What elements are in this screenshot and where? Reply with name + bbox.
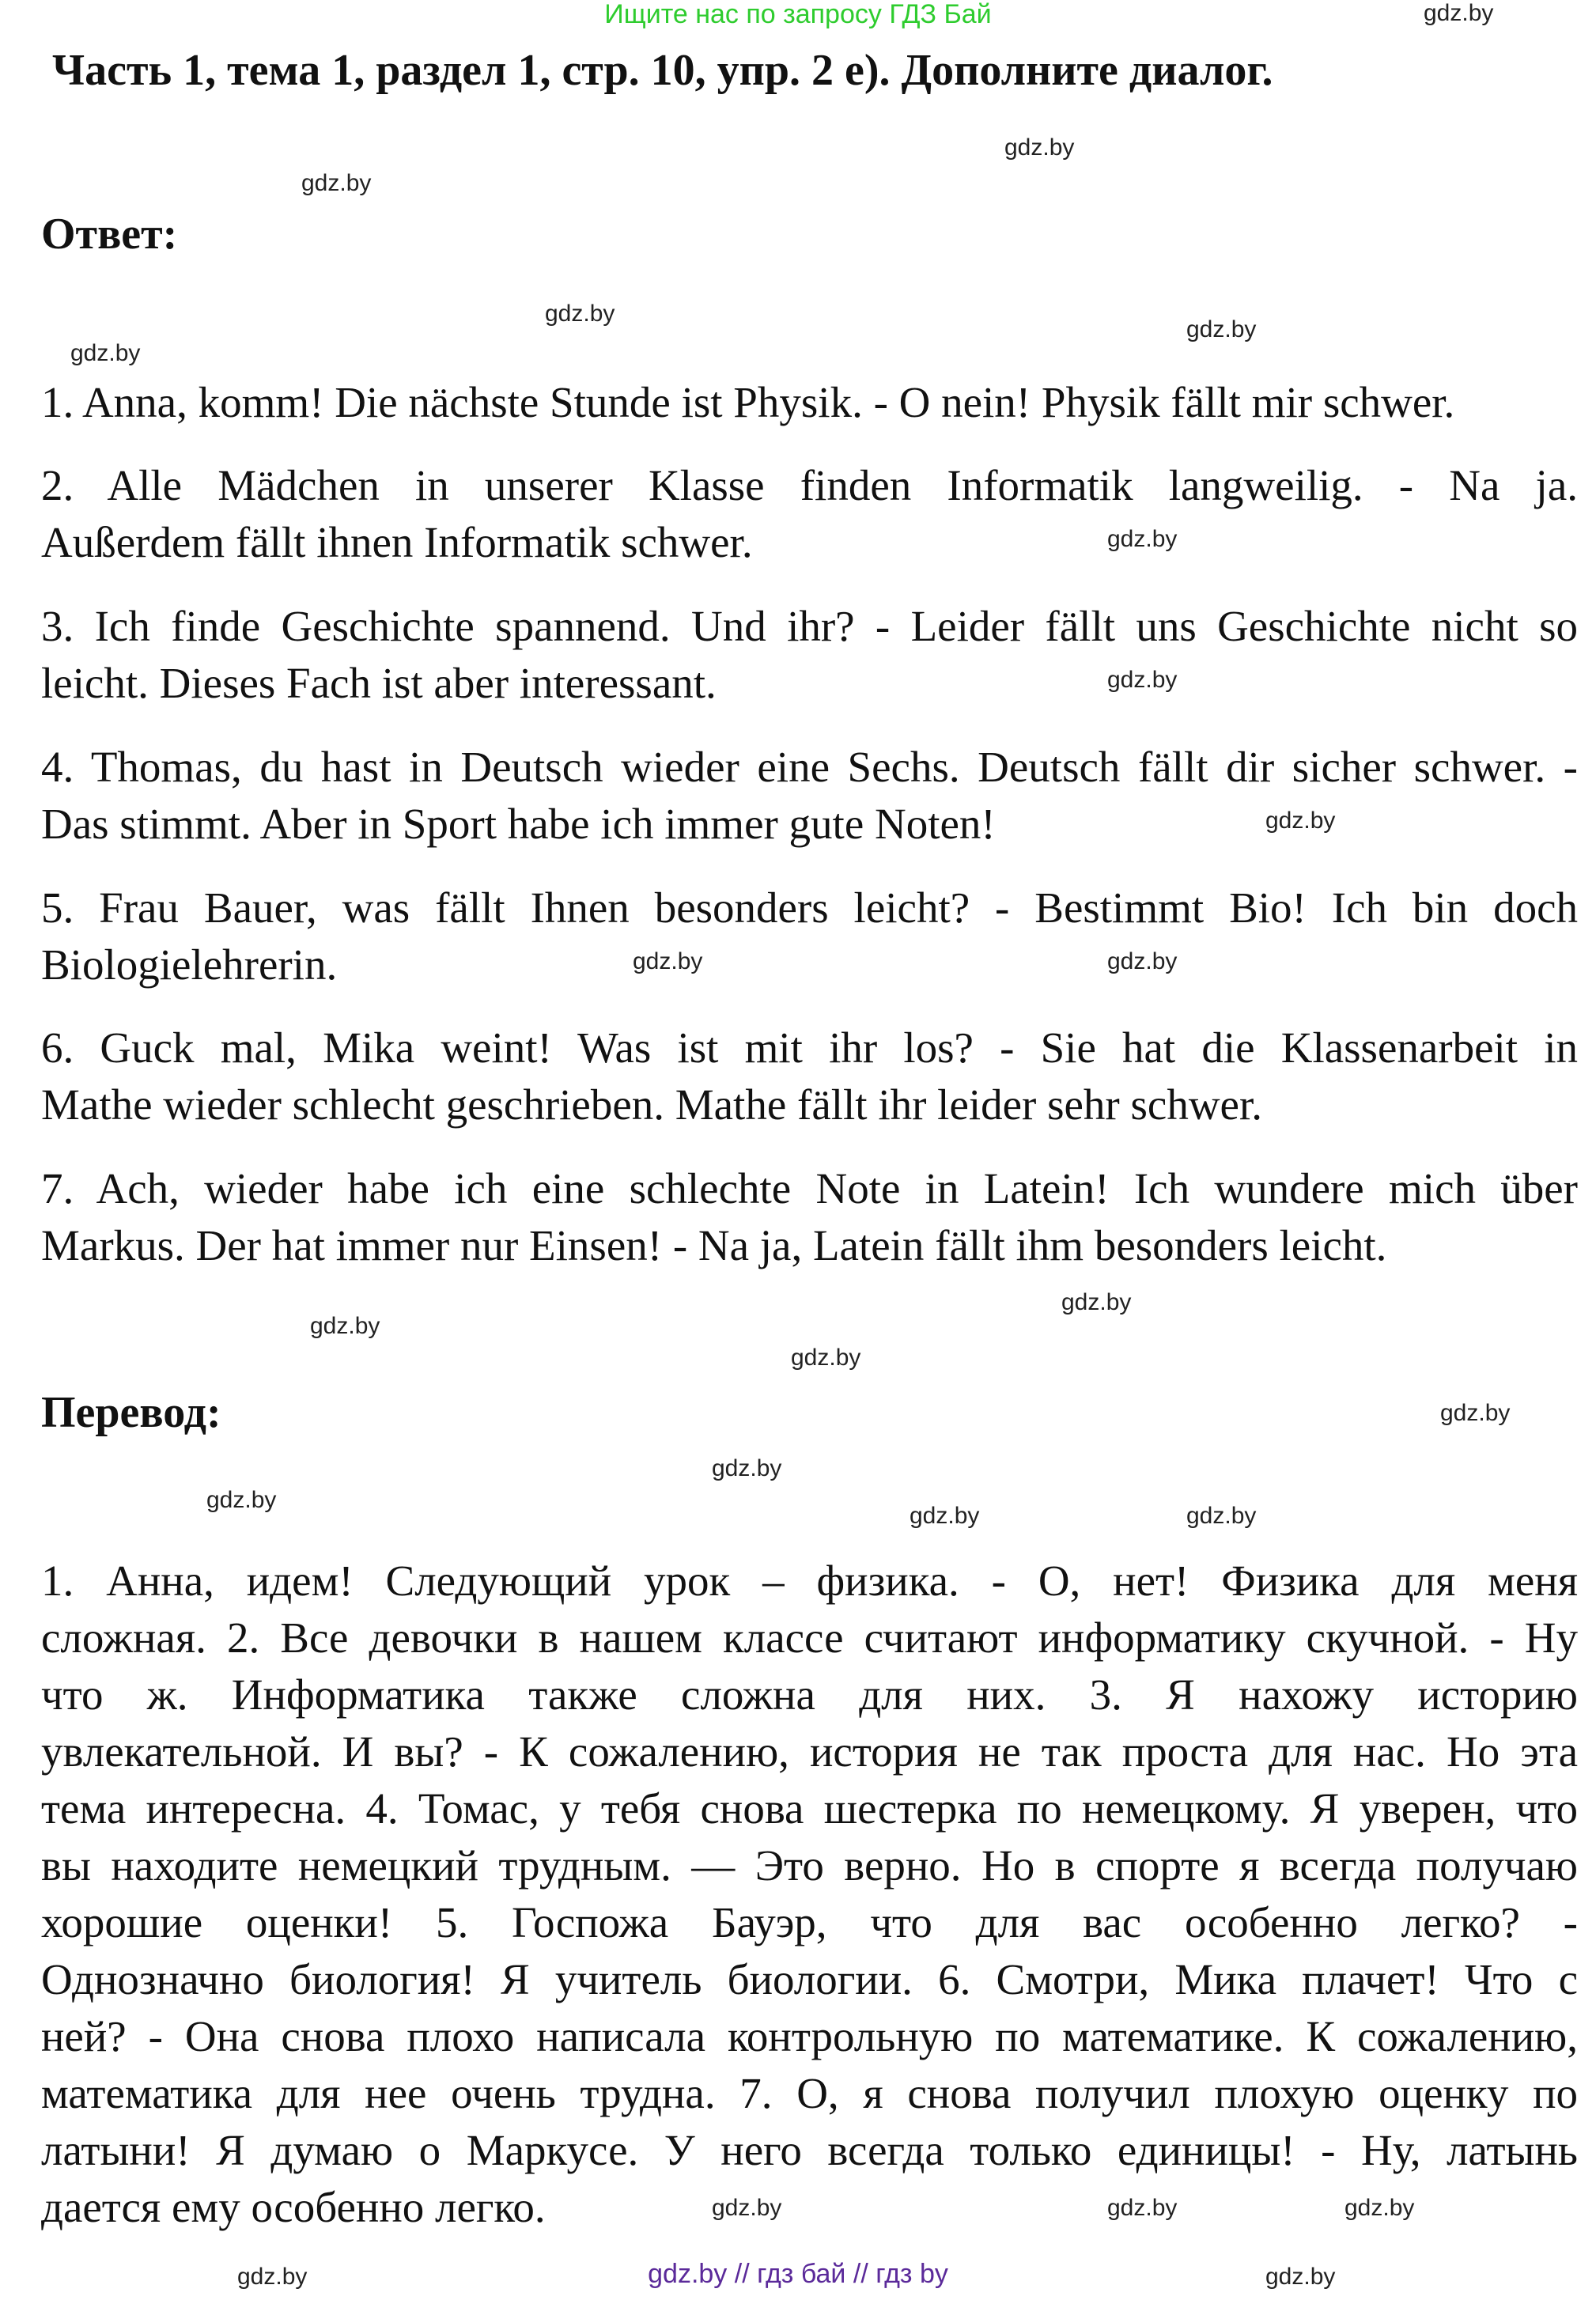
watermark-text: gdz.by xyxy=(1004,134,1075,161)
watermark-text: gdz.by xyxy=(1061,1289,1132,1315)
answer-line: Mathe wieder schlecht geschrieben. Mathe fällt ihr leider sehr schwer. xyxy=(41,1080,1262,1129)
answer-line: Das stimmt. Aber in Sport habe ich immer gute Noten! xyxy=(41,800,996,848)
watermark-text: gdz.by xyxy=(633,948,703,974)
watermark-text: gdz.by xyxy=(70,340,141,366)
watermark-text: gdz.by xyxy=(712,2195,782,2221)
bottom-banner: gdz.by // гдз бай // гдз by xyxy=(648,2259,948,2289)
watermark-text: gdz.by xyxy=(1440,1400,1511,1426)
watermark-text: gdz.by xyxy=(545,301,615,327)
top-banner: Ищите нас по запросу ГДЗ Бай xyxy=(604,0,992,29)
translation-line: математика для нее очень трудна. 7. О, я снова получил плохую оценку по xyxy=(41,2069,1578,2117)
watermark-text: gdz.by xyxy=(301,170,372,196)
translation-line: сложная. 2. Все девочки в нашем классе считают информатику скучной. - Ну xyxy=(41,1613,1578,1662)
page-title: Часть 1, тема 1, раздел 1, стр. 10, упр. 2 е). Дополните диалог. xyxy=(52,46,1273,95)
watermark-text: gdz.by xyxy=(206,1487,277,1513)
answer-line: 2. Alle Mädchen in unserer Klasse finden Informatik langweilig. - Na ja. xyxy=(41,461,1578,509)
translation-line: хорошие оценки! 5. Госпожа Бауэр, что для вас особенно легко? - xyxy=(41,1898,1578,1946)
answer-item xyxy=(41,598,1578,712)
answer-item xyxy=(41,739,1578,853)
answer-line: 1. Anna, komm! Die nächste Stunde ist Physik. - O nein! Physik fällt mir schwer. xyxy=(41,378,1455,426)
translation-line: латыни! Я думаю о Маркусе. У него всегда только единицы! - Ну, латынь xyxy=(41,2126,1578,2174)
translation-line: вы находите немецкий трудным. — Это верно. Но в спорте я всегда получаю xyxy=(41,1841,1578,1890)
translation-line: дается ему особенно легко. xyxy=(41,2183,546,2231)
answer-line: 4. Thomas, du hast in Deutsch wieder eine Sechs. Deutsch fällt dir sicher schwer. - xyxy=(41,743,1578,791)
watermark-text: gdz.by xyxy=(1107,526,1178,552)
answer-item xyxy=(41,1160,1578,1274)
watermark-text: gdz.by xyxy=(1107,667,1178,693)
answer-line: Biologielehrerin. xyxy=(41,940,338,989)
answer-line: leicht. Dieses Fach ist aber interessant. xyxy=(41,659,717,707)
watermark-text: gdz.by xyxy=(237,2264,308,2290)
watermark-text: gdz.by xyxy=(1186,1503,1257,1529)
answer-item xyxy=(41,457,1578,571)
translation-line: 1. Анна, идем! Следующий урок – физика. - О, нет! Физика для меня xyxy=(41,1557,1578,1605)
answer-item xyxy=(41,880,1578,993)
watermark-text: gdz.by xyxy=(791,1345,861,1371)
answer-heading: Ответ: xyxy=(41,210,178,259)
answer-line: Markus. Der hat immer nur Einsen! - Na ja, Latein fällt ihm besonders leicht. xyxy=(41,1221,1387,1269)
answer-line: 6. Guck mal, Mika weint! Was ist mit ihr los? - Sie hat die Klassenarbeit in xyxy=(41,1023,1578,1072)
watermark-text: gdz.by xyxy=(1186,316,1257,342)
answer-line: 3. Ich finde Geschichte spannend. Und ihr? - Leider fällt uns Geschichte nicht so xyxy=(41,602,1578,650)
translation-line: что ж. Информатика также сложна для них. 3. Я нахожу историю xyxy=(41,1670,1578,1719)
watermark-text: gdz.by xyxy=(1265,2264,1336,2290)
translation-line: ней? - Она снова плохо написала контрольную по математике. К сожалению, xyxy=(41,2012,1578,2060)
translation-heading: Перевод: xyxy=(41,1388,221,1437)
watermark-text: gdz.by xyxy=(1344,2195,1415,2221)
translation-line: тема интересна. 4. Томас, у тебя снова шестерка по немецкому. Я уверен, что xyxy=(41,1784,1578,1833)
answer-item xyxy=(41,374,1578,431)
answer-line: 5. Frau Bauer, was fällt Ihnen besonders leicht? - Bestimmt Bio! Ich bin doch xyxy=(41,883,1578,932)
watermark-text: gdz.by xyxy=(1107,948,1178,974)
watermark-text: gdz.by xyxy=(1107,2195,1178,2221)
watermark-text: gdz.by xyxy=(910,1503,980,1529)
translation-text xyxy=(41,1553,1578,2236)
answer-item xyxy=(41,1019,1578,1133)
answer-line: 7. Ach, wieder habe ich eine schlechte Note in Latein! Ich wundere mich über xyxy=(41,1164,1578,1212)
translation-line: увлекательной. И вы? - К сожалению, история не так проста для нас. Но эта xyxy=(41,1727,1578,1776)
watermark-text: gdz.by xyxy=(1265,808,1336,834)
translation-line: Однозначно биология! Я учитель биологии. 6. Смотри, Мика плачет! Что с xyxy=(41,1955,1578,2003)
answer-line: Außerdem fällt ihnen Informatik schwer. xyxy=(41,518,753,566)
watermark-text: gdz.by xyxy=(1424,0,1494,26)
watermark-text: gdz.by xyxy=(310,1313,380,1339)
watermark-text: gdz.by xyxy=(712,1455,782,1481)
